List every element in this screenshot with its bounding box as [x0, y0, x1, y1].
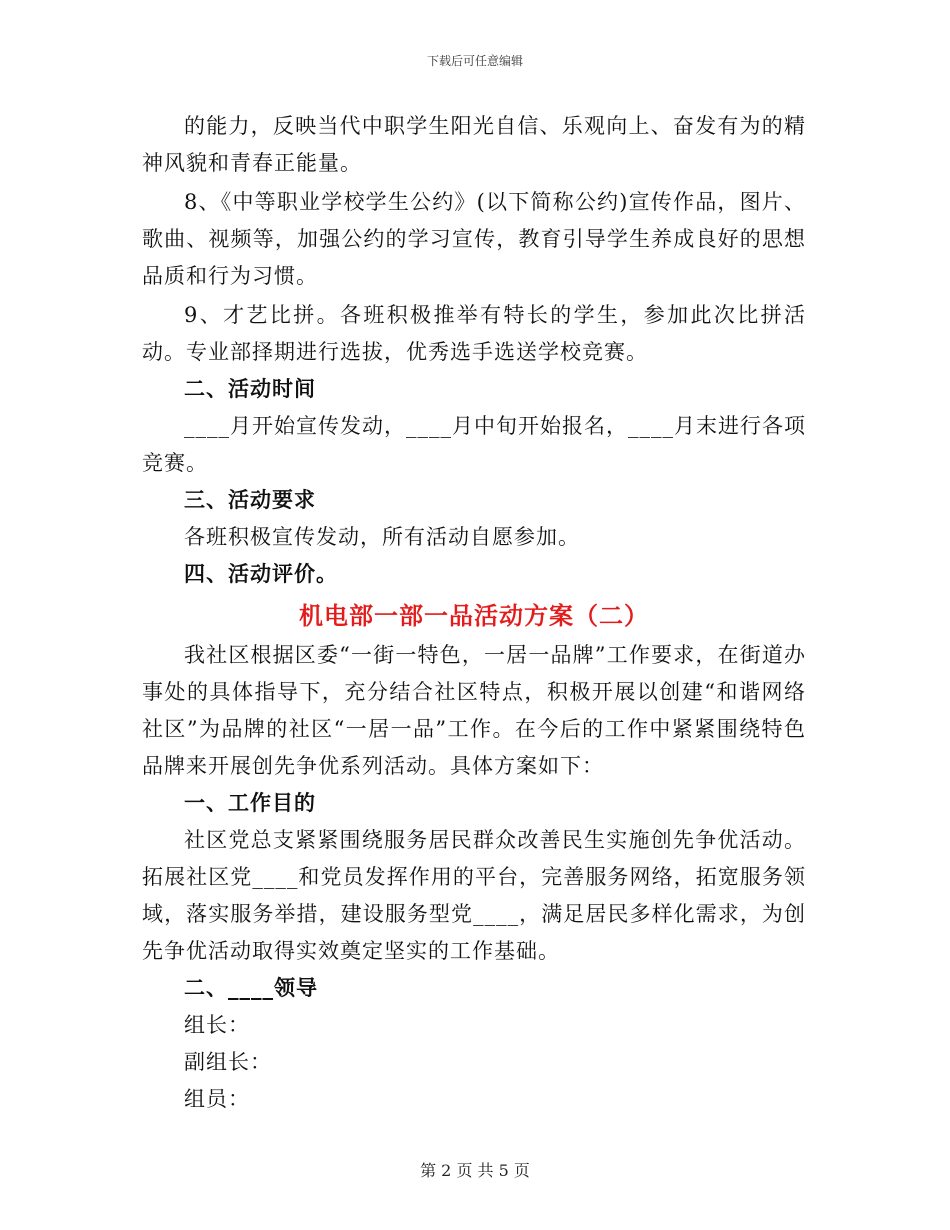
heading-work-goal: 一、工作目的	[184, 791, 316, 815]
heading-activity-time: 二、活动时间	[184, 377, 316, 401]
document-body	[142, 108, 806, 1118]
page-header-note: 下载后可任意编辑	[426, 54, 523, 68]
paragraph-work-goal: 社区党总支紧紧围绕服务居民群众改善民生实施创先争优活动。拓展社区党____和党员发挥作用的平台，完善服务网络，拓宽服务领域，落实服务举措，建设服务型党____，满足居民多样化需求，为创先争优活动取得实效奠定坚实的工作基础。	[142, 828, 806, 963]
paragraph-activity-requirements: 各班积极宣传发动，所有活动自愿参加。	[184, 525, 580, 549]
paragraph-continuation: 的能力，反映当代中职学生阳光自信、乐观向上、奋发有为的精神风貌和青春正能量。	[142, 114, 806, 175]
heading-activity-evaluation: 四、活动评价。	[184, 562, 338, 586]
paragraph-activity-time: ____月开始宣传发动，____月中旬开始报名，____月末进行各项竞赛。	[142, 414, 806, 475]
leader-line: 组长：	[184, 1013, 250, 1037]
vice-leader-line: 副组长：	[184, 1050, 272, 1074]
heading-leadership: 二、____领导	[184, 976, 318, 1000]
heading-activity-requirements: 三、活动要求	[184, 488, 316, 512]
paragraph-item-8: 8、《中等职业学校学生公约》(以下简称公约)宣传作品，图片、歌曲、视频等，加强公约的学习宣传，教育引导学生养成良好的思想品质和行为习惯。	[142, 190, 806, 288]
members-line: 组员：	[184, 1087, 250, 1111]
document-section-title: 机电部一部一品活动方案（二）	[299, 602, 649, 630]
page-number-footer: 第 2 页 共 5 页	[420, 1161, 530, 1180]
paragraph-item-9: 9、才艺比拼。各班积极推举有特长的学生，参加此次比拼活动。专业部择期进行选拔，优秀选手选送学校竞赛。	[142, 303, 806, 364]
paragraph-introduction: 我社区根据区委“一街一特色，一居一品牌”工作要求，在街道办事处的具体指导下，充分结合社区特点，积极开展以创建“和谐网络社区”为品牌的社区“一居一品”工作。在今后的工作中紧紧围绕特色品牌来开展创先争优系列活动。具体方案如下：	[142, 643, 806, 778]
